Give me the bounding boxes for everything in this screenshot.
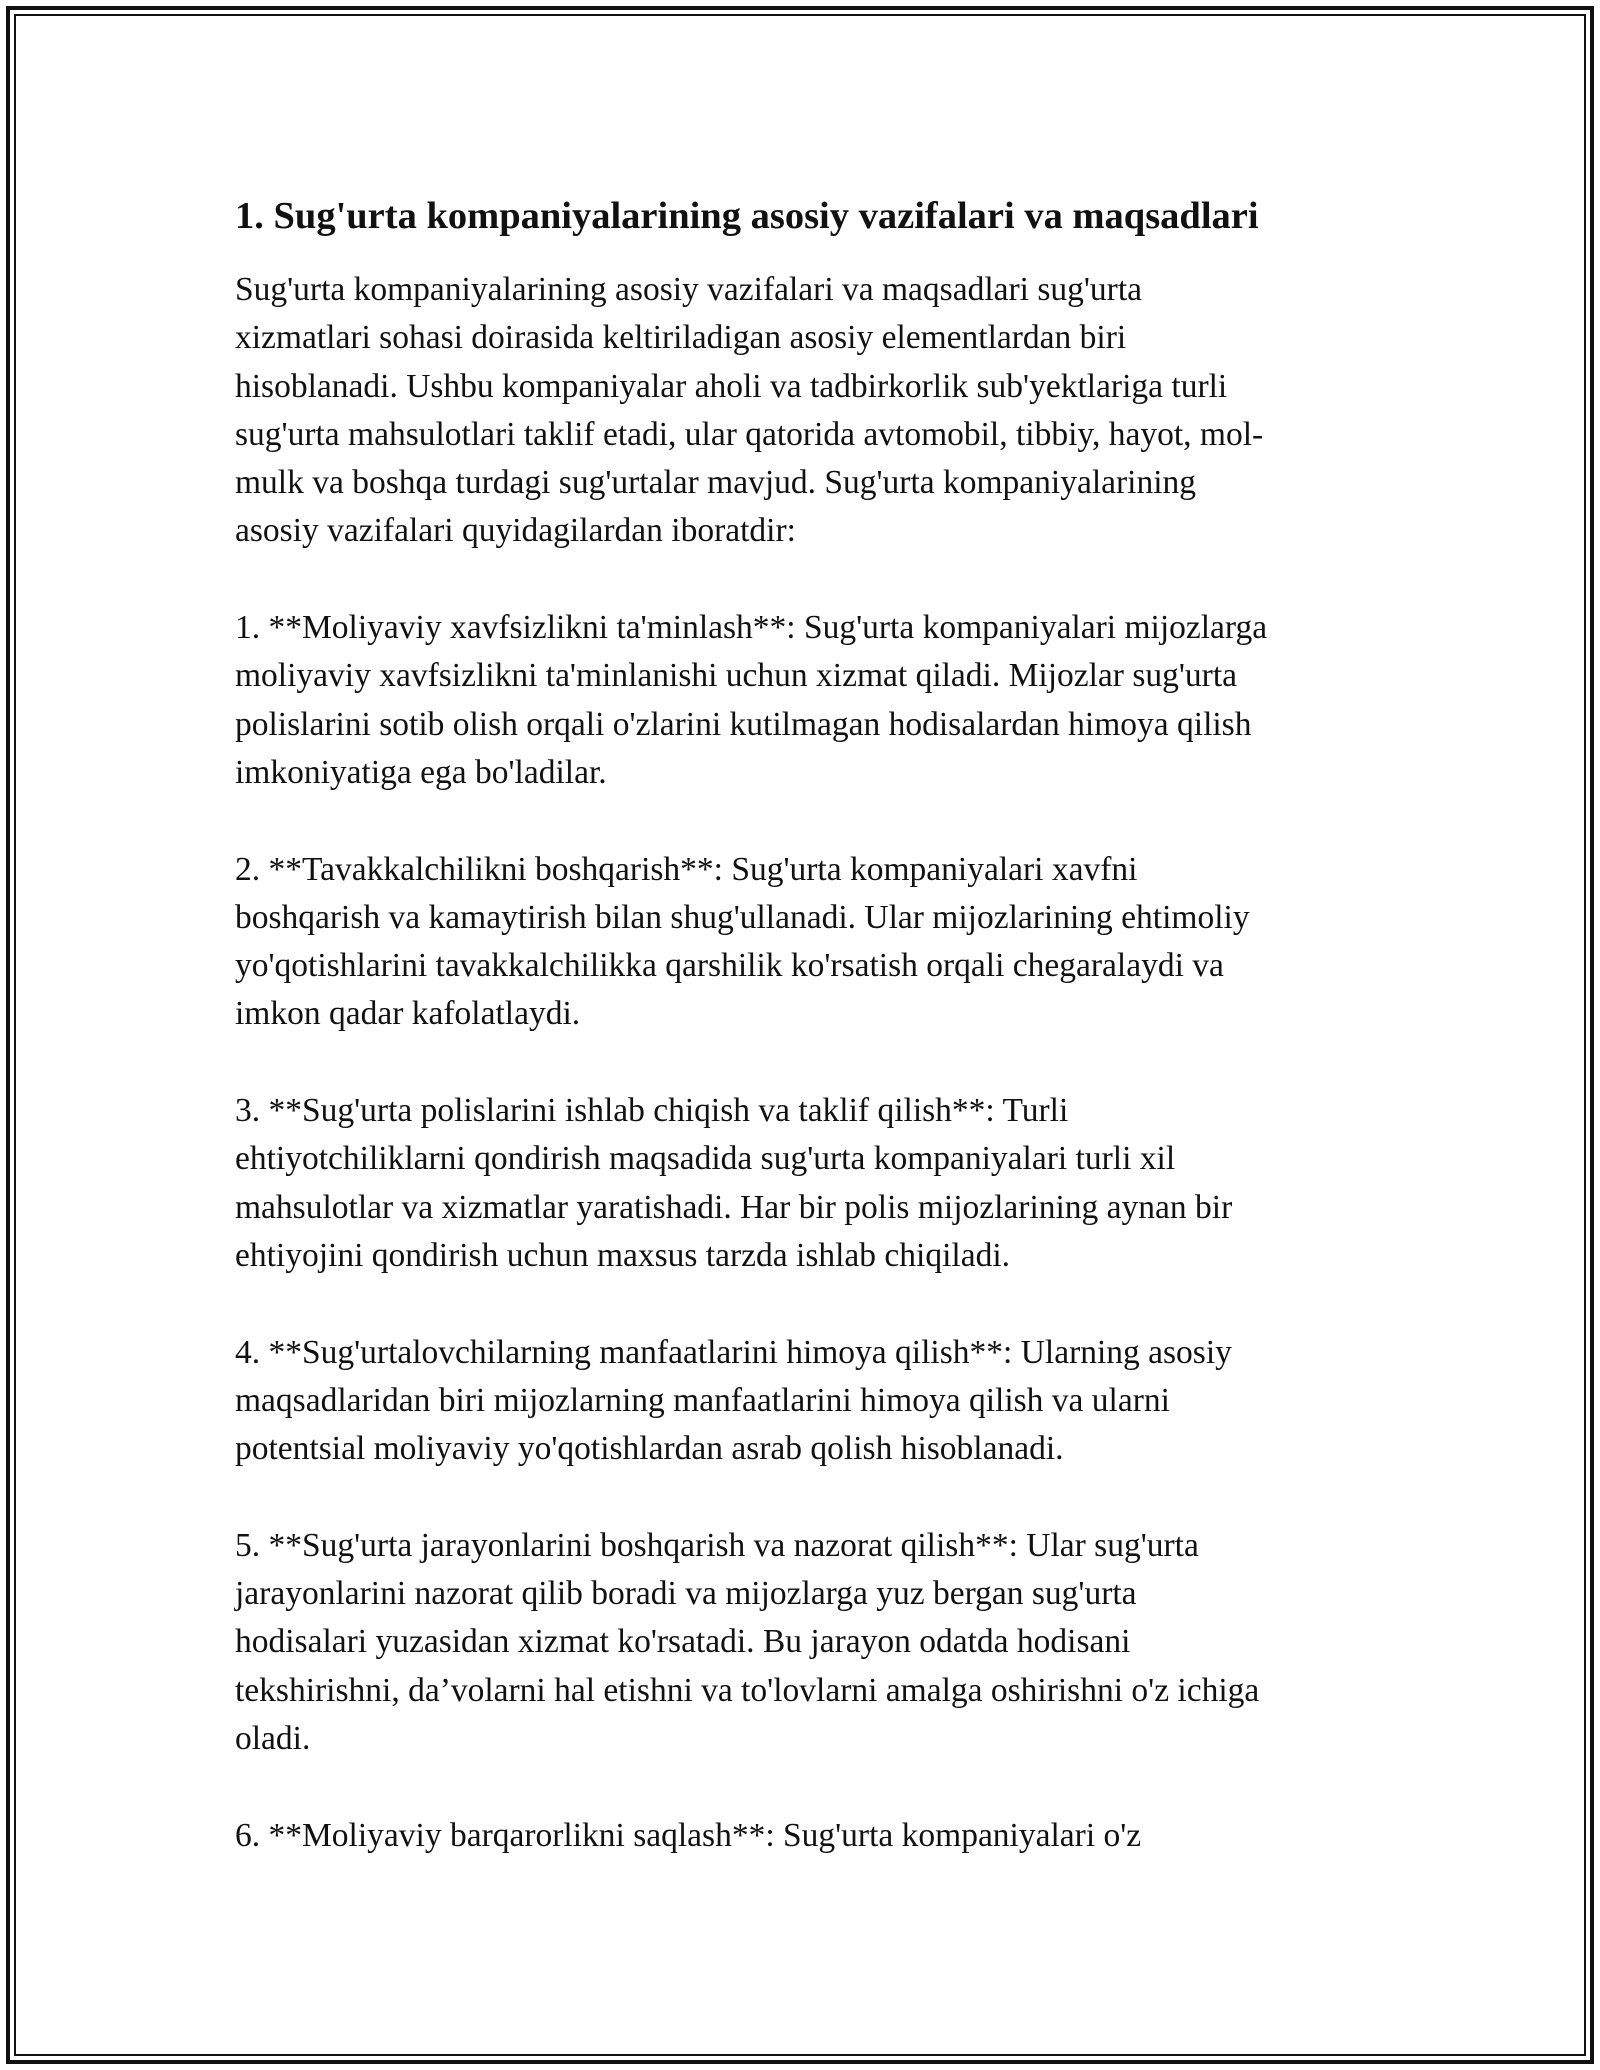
text-line: jarayonlarini nazorat qilib boradi va mijozlarga yuz bergan sug'urta bbox=[235, 1575, 1137, 1613]
text-line: 3. **Sug'urta polislarini ishlab chiqish va taklif qilish**: Turli bbox=[235, 1092, 1069, 1130]
text-line: sug'urta mahsulotlari taklif etadi, ular qatorida avtomobil, tibbiy, hayot, mol- bbox=[235, 415, 1264, 453]
text-line: yo'qotishlarini tavakkalchilikka qarshilik ko'rsatish orqali chegaralaydi va bbox=[235, 947, 1224, 985]
text-line: hodisalari yuzasidan xizmat ko'rsatadi. Bu jarayon odatda hodisani bbox=[235, 1623, 1131, 1661]
text-line: 5. **Sug'urta jarayonlarini boshqarish va nazorat qilish**: Ular sug'urta bbox=[235, 1526, 1199, 1564]
paragraph-intro bbox=[235, 266, 1375, 556]
document-title: 1. Sug'urta kompaniyalarining asosiy vazifalari va maqsadlari bbox=[235, 195, 1259, 237]
text-line: potentsial moliyaviy yo'qotishlardan asrab qolish hisoblanadi. bbox=[235, 1430, 1064, 1468]
paragraph-gap bbox=[235, 1039, 1375, 1087]
text-line: polislarini sotib olish orqali o'zlarini kutilmagan hodisalardan himoya qilish bbox=[235, 705, 1252, 743]
paragraph-gap bbox=[235, 556, 1375, 604]
paragraph-gap bbox=[235, 797, 1375, 845]
text-line: boshqarish va kamaytirish bilan shug'ullanadi. Ular mijozlarining ehtimoliy bbox=[235, 898, 1250, 936]
paragraph-item-1 bbox=[235, 604, 1375, 797]
text-line: moliyaviy xavfsizlikni ta'minlanishi uchun xizmat qiladi. Mijozlar sug'urta bbox=[235, 657, 1237, 695]
text-line: 4. **Sug'urtalovchilarning manfaatlarini himoya qilish**: Ularning asosiy bbox=[235, 1333, 1232, 1371]
paragraph-item-5 bbox=[235, 1522, 1375, 1763]
text-line: 6. **Moliyaviy barqarorlikni saqlash**: Sug'urta kompaniyalari o'z bbox=[235, 1816, 1142, 1854]
text-line: ehtiyotchiliklarni qondirish maqsadida sug'urta kompaniyalari turli xil bbox=[235, 1140, 1176, 1178]
text-line: tekshirishni, da’volarni hal etishni va to'lovlarni amalga oshirishni o'z ichiga bbox=[235, 1671, 1260, 1709]
text-line: imkon qadar kafolatlaydi. bbox=[235, 995, 581, 1033]
text-line: mulk va boshqa turdagi sug'urtalar mavjud. Sug'urta kompaniyalarining bbox=[235, 464, 1197, 502]
text-line: imkoniyatiga ega bo'ladilar. bbox=[235, 753, 607, 791]
text-line: xizmatlari sohasi doirasida keltiriladigan asosiy elementlardan biri bbox=[235, 319, 1127, 357]
text-line: maqsadlaridan biri mijozlarning manfaatlarini himoya qilish va ularni bbox=[235, 1381, 1170, 1419]
text-line: hisoblanadi. Ushbu kompaniyalar aholi va tadbirkorlik sub'yektlariga turli bbox=[235, 367, 1228, 405]
document-body bbox=[235, 188, 1375, 1860]
text-line: Sug'urta kompaniyalarining asosiy vazifalari va maqsadlari sug'urta bbox=[235, 271, 1143, 308]
paragraph-gap bbox=[235, 1763, 1375, 1811]
text-line: 2. **Tavakkalchilikni boshqarish**: Sug'urta kompaniyalari xavfni bbox=[235, 850, 1138, 888]
paragraph-gap bbox=[235, 1473, 1375, 1521]
text-line: mahsulotlar va xizmatlar yaratishadi. Har bir polis mijozlarining aynan bir bbox=[235, 1188, 1233, 1226]
paragraph-gap bbox=[235, 1280, 1375, 1328]
paragraph-item-2 bbox=[235, 846, 1375, 1039]
paragraph-item-3 bbox=[235, 1087, 1375, 1280]
paragraph-item-6 bbox=[235, 1812, 1375, 1860]
text-line: asosiy vazifalari quyidagilardan iboratdir: bbox=[235, 512, 796, 550]
text-line: ehtiyojini qondirish uchun maxsus tarzda ishlab chiqiladi. bbox=[235, 1236, 1011, 1274]
text-line: 1. **Moliyaviy xavfsizlikni ta'minlash**: Sug'urta kompaniyalari mijozlarga bbox=[235, 609, 1268, 647]
text-line: oladi. bbox=[235, 1719, 311, 1757]
paragraph-item-4 bbox=[235, 1329, 1375, 1474]
